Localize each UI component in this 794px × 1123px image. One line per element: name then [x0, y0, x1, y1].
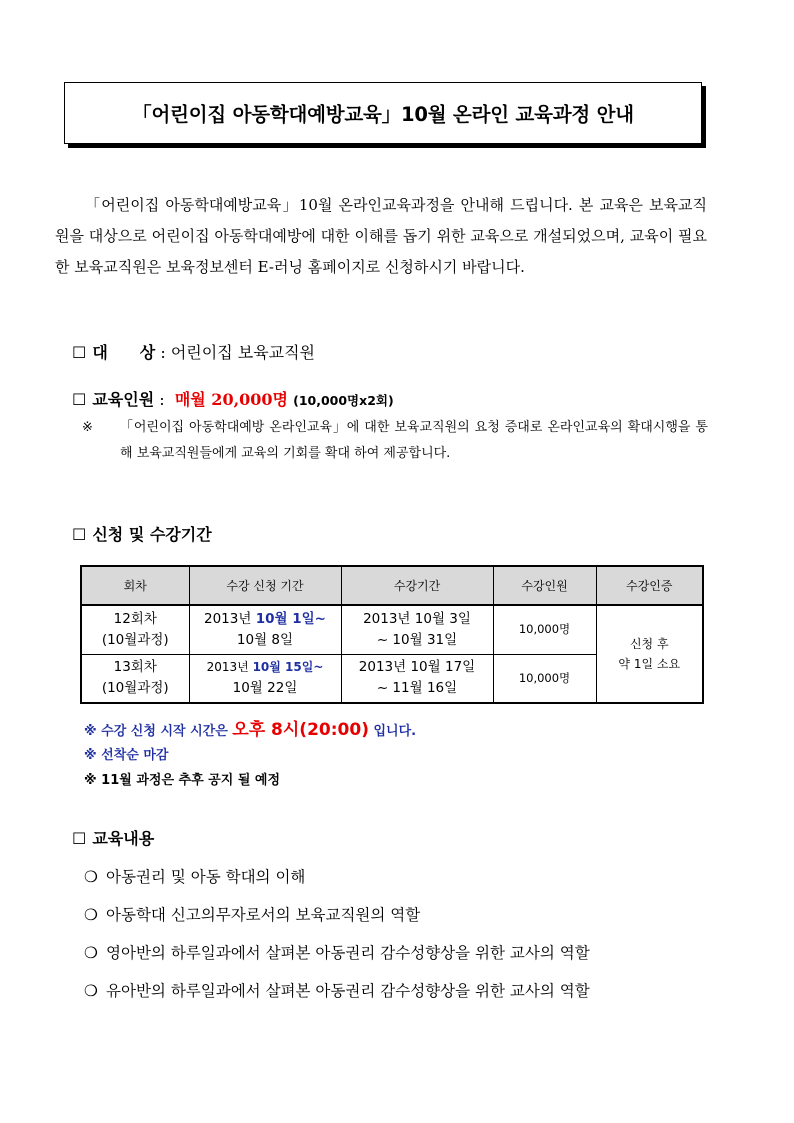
circle-bullet-icon: ❍	[84, 982, 98, 1000]
section-label: 교육내용	[92, 829, 155, 848]
list-item	[84, 972, 590, 1010]
study-start: 2013년 10월 3일	[363, 610, 471, 627]
table-row	[81, 605, 703, 654]
note-november: ※ 11월 과정은 추후 공지 될 예정	[84, 773, 281, 788]
schedule-notes	[84, 718, 416, 793]
capacity-value: 매월 20,000명	[174, 390, 289, 409]
table-header: 수강 신청 기간	[189, 566, 341, 605]
list-item	[84, 896, 590, 934]
checkbox-icon: ☐	[72, 829, 87, 848]
list-item-text: 유아반의 하루일과에서 살펴본 아동권리 감수성향상을 위한 교사의 역할	[106, 982, 590, 1000]
study-period-cell	[341, 654, 493, 703]
circle-bullet-icon: ❍	[84, 906, 98, 924]
cert-line-2: 약 1일 소요	[618, 657, 681, 671]
table-header-row	[81, 566, 703, 605]
checkbox-icon: ☐	[72, 390, 87, 409]
schedule-table	[80, 565, 704, 704]
round-sub: (10월과정)	[101, 680, 169, 697]
page-title: 「어린이집 아동학대예방교육」10월 온라인 교육과정 안내	[132, 103, 634, 126]
circle-bullet-icon: ❍	[84, 944, 98, 962]
round-cell	[81, 605, 189, 654]
list-item-text: 아동권리 및 아동 학대의 이해	[106, 868, 306, 886]
start-time-highlight: 오후 8시(20:00)	[232, 720, 369, 740]
intro-paragraph	[55, 190, 707, 283]
study-period-cell	[341, 605, 493, 654]
list-item	[84, 858, 590, 896]
list-item-text: 아동학대 신고의무자로서의 보육교직원의 역할	[106, 906, 421, 924]
apply-start: 10월 1일~	[255, 610, 326, 627]
count-cell: 10,000명	[493, 605, 596, 654]
cert-line-1: 신청 후	[629, 637, 669, 651]
apply-end: 10월 22일	[232, 680, 298, 697]
apply-period-cell	[189, 654, 341, 703]
table-header: 수강인원	[493, 566, 596, 605]
capacity-detail: (10,000명x2회)	[293, 393, 394, 408]
note-mark: ※	[82, 420, 93, 435]
section-period	[72, 522, 212, 545]
apply-period-cell	[189, 605, 341, 654]
content-list	[84, 858, 590, 1010]
apply-end: 10월 8일	[236, 631, 294, 648]
title-box	[64, 82, 702, 144]
separator: :	[155, 343, 171, 362]
apply-year: 2013년	[206, 660, 253, 675]
count-cell: 10,000명	[493, 654, 596, 703]
round-label: 13회차	[113, 659, 157, 676]
table-header: 수강기간	[341, 566, 493, 605]
study-end: ~ 10월 31일	[376, 631, 458, 648]
table-header: 수강인증	[596, 566, 703, 605]
target-value: 어린이집 보육교직원	[170, 343, 316, 362]
note-first-come: ※ 선착순 마감	[84, 748, 169, 763]
study-start: 2013년 10월 17일	[358, 659, 476, 676]
round-cell	[81, 654, 189, 703]
capacity-note	[82, 415, 708, 467]
checkbox-icon: ☐	[72, 343, 87, 362]
circle-bullet-icon: ❍	[84, 868, 98, 886]
section-content	[72, 826, 154, 849]
round-label: 12회차	[113, 610, 157, 627]
table-header: 회차	[81, 566, 189, 605]
cert-cell	[596, 605, 703, 703]
section-capacity	[72, 387, 394, 410]
section-label: 대 상	[92, 343, 156, 362]
apply-year: 2013년	[204, 610, 256, 627]
round-sub: (10월과정)	[101, 631, 169, 648]
checkbox-icon: ☐	[72, 525, 87, 544]
list-item-text: 영아반의 하루일과에서 살펴본 아동권리 감수성향상을 위한 교사의 역할	[106, 944, 590, 962]
note-text: 입니다.	[368, 724, 417, 739]
study-end: ~ 11월 16일	[376, 680, 458, 697]
note-text: ※ 수강 신청 시작 시간은	[84, 724, 233, 739]
list-item	[84, 934, 590, 972]
apply-start: 10월 15일~	[252, 660, 324, 675]
separator: :	[154, 390, 170, 409]
section-target	[72, 340, 315, 363]
section-label: 교육인원	[92, 390, 155, 409]
section-label: 신청 및 수강기간	[92, 525, 212, 544]
note-text: 「어린이집 아동학대예방 온라인교육」에 대한 보육교직원의 요청 증대로 온라인교육의 확대시행을 통해 보육교직원들에게 교육의 기회를 확대 하여 제공합니다.	[120, 420, 708, 461]
intro-text: 「어린이집 아동학대예방교육」10월 온라인교육과정을 안내해 드립니다. 본 교육은 보육교직원을 대상으로 어린이집 아동학대예방에 대한 이해를 돕기 위한 교육으로 개설되었으며, 교육이 필요한 보육교직원은 보육정보센터 E-러닝 홈페이지로 신청하시기 바랍니다.	[55, 196, 707, 276]
note-start-time	[84, 718, 416, 743]
